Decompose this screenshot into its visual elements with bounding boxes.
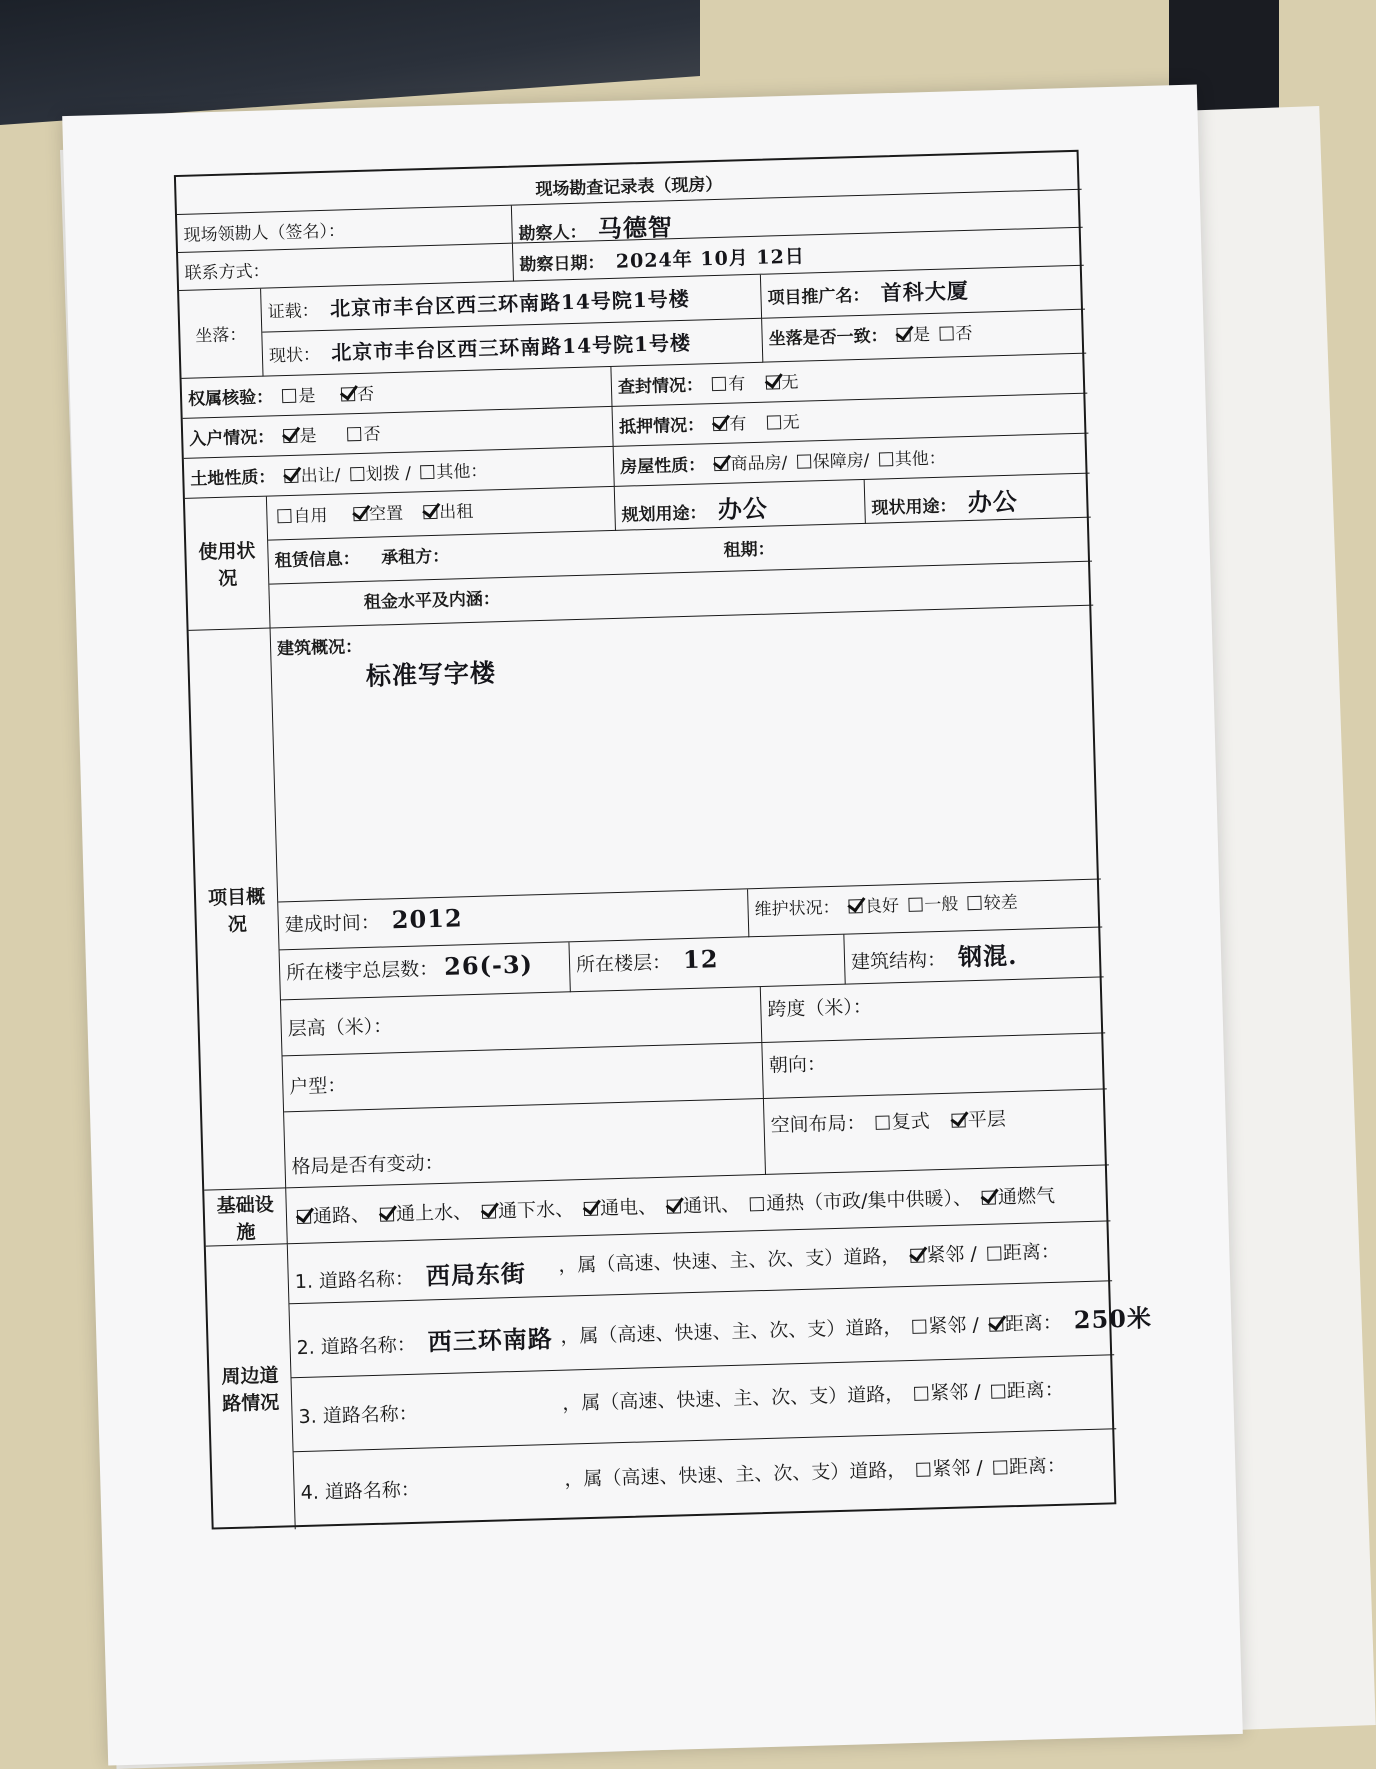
mortgage-cell: 抵押情况： 有 无 bbox=[613, 394, 1089, 447]
lease-info-label: 租赁信息： bbox=[274, 549, 360, 572]
checkbox-house-commercial[interactable] bbox=[714, 457, 728, 471]
layout-change-cell bbox=[284, 1099, 766, 1188]
planned-use-value: 办公 bbox=[717, 493, 769, 525]
promo-name-label: 项目推广名： bbox=[767, 285, 870, 309]
checkbox-house-other[interactable] bbox=[879, 452, 893, 466]
date-label: 勘察日期： bbox=[519, 253, 605, 276]
consistent-cell: 坐落是否一致： 是 否 bbox=[762, 310, 1086, 363]
usage-options-cell: 自用 空置 出租 bbox=[267, 487, 616, 541]
planned-use-cell bbox=[615, 480, 866, 531]
checkbox-mortgage-no[interactable] bbox=[766, 415, 780, 429]
roads-section-label: 周边道路情况 bbox=[206, 1244, 296, 1531]
total-floors-label: 所在楼宇总层数： bbox=[285, 958, 439, 985]
floor-value: 12 bbox=[682, 944, 719, 975]
seal-label: 查封情况： bbox=[617, 375, 704, 398]
span-label: 跨度（米）： bbox=[767, 995, 873, 1021]
land-cell: 土地性质： 出让/ 划拨 / 其他： bbox=[184, 447, 615, 499]
checkbox-maintenance-good[interactable] bbox=[849, 899, 863, 913]
promo-name-value: 首科大厦 bbox=[880, 277, 970, 306]
orientation-cell bbox=[762, 1033, 1106, 1099]
usage-section-label: 使用状况 bbox=[185, 497, 271, 631]
checkbox-entry-yes[interactable] bbox=[283, 429, 297, 443]
road-row-2: 2. 道路名称： 西三环南路 ，属（高速、快速、主、次、支）道路， 紧邻 / 距离： 250米 bbox=[289, 1281, 1114, 1378]
current-use-cell bbox=[865, 474, 1091, 524]
floor-label: 所在楼层： bbox=[575, 951, 672, 977]
checkbox-seal-yes[interactable] bbox=[712, 377, 726, 391]
checkbox-ownership-yes[interactable] bbox=[282, 389, 296, 403]
surveyor-label: 勘察人： bbox=[518, 222, 587, 245]
checkbox-mortgage-yes[interactable] bbox=[713, 417, 727, 431]
checkbox-land-other[interactable] bbox=[420, 465, 434, 479]
road-row-1: 1. 道路名称： 西局东街 ，属（高速、快速、主、次、支）道路， 紧邻 / 距离： bbox=[288, 1221, 1112, 1304]
checkbox-ownership-no[interactable] bbox=[341, 387, 355, 401]
structure-cell bbox=[844, 927, 1103, 984]
total-floors-cell bbox=[280, 942, 571, 1000]
checkbox-infra-gas[interactable] bbox=[982, 1191, 996, 1205]
contact-label: 联系方式： bbox=[184, 261, 270, 284]
layout-change-label: 格局是否有变动： bbox=[291, 1151, 444, 1179]
checkbox-maintenance-poor[interactable] bbox=[968, 896, 982, 910]
ownership-cell: 权属核验： 是 否 bbox=[182, 367, 613, 419]
road-2-distance: 250米 bbox=[1073, 1303, 1153, 1335]
mortgage-label: 抵押情况： bbox=[618, 415, 705, 438]
checkbox-consistent-yes[interactable] bbox=[897, 328, 911, 342]
lease-term-label: 租期： bbox=[723, 539, 775, 561]
maintenance-cell: 维护状况： 良好 一般 较差 bbox=[748, 879, 1102, 937]
checkbox-layout-duplex[interactable] bbox=[875, 1115, 889, 1129]
lessee-label: 承租方： bbox=[381, 546, 450, 569]
current-use-label: 现状用途： bbox=[871, 496, 957, 519]
unit-type-label: 户型： bbox=[289, 1074, 347, 1099]
checkbox-seal-no[interactable] bbox=[765, 375, 779, 389]
land-label: 土地性质： bbox=[190, 467, 276, 490]
ownership-label: 权属核验： bbox=[187, 387, 274, 410]
checkbox-infra-drainage[interactable] bbox=[482, 1204, 496, 1218]
project-section-label: 项目概况 bbox=[189, 629, 287, 1191]
infra-options-cell: 通路、 通上水、 通下水、 通电、 通讯、 通热（市政/集中供暖）、 通燃气 bbox=[286, 1165, 1110, 1244]
checkbox-land-transfer[interactable] bbox=[285, 469, 299, 483]
form-title: 现场勘查记录表（现房） bbox=[176, 152, 1082, 215]
span-cell bbox=[761, 977, 1105, 1043]
road-row-4: 4. 道路名称： ，属（高速、快速、主、次、支）道路， 紧邻 / 距离： bbox=[300, 1454, 1067, 1505]
structure-value: 钢混. bbox=[957, 940, 1018, 972]
checkbox-infra-road[interactable] bbox=[297, 1210, 311, 1224]
checkbox-maintenance-fair[interactable] bbox=[908, 897, 922, 911]
checkbox-road-3-distance[interactable] bbox=[991, 1384, 1005, 1398]
current-use-value: 办公 bbox=[967, 486, 1019, 518]
survey-form-paper bbox=[62, 84, 1243, 1765]
height-label: 层高（米）： bbox=[287, 1015, 393, 1041]
cert-address: 北京市丰台区西三环南路14号院1号楼 bbox=[329, 286, 691, 321]
building-overview-value: 标准写字楼 bbox=[365, 658, 497, 691]
checkbox-road-4-adjacent[interactable] bbox=[916, 1462, 930, 1476]
checkbox-usage-rent[interactable] bbox=[423, 505, 437, 519]
rent-label: 租金水平及内涵： bbox=[363, 589, 501, 613]
checkbox-usage-self[interactable] bbox=[277, 509, 291, 523]
space-layout-cell: 空间布局： 复式 平层 bbox=[764, 1089, 1109, 1175]
location-label: 坐落： bbox=[179, 289, 263, 379]
checkbox-land-allocate[interactable] bbox=[350, 467, 364, 481]
leader-label: 现场领勘人（签名）： bbox=[183, 221, 346, 246]
building-overview-cell bbox=[271, 606, 1101, 903]
seal-cell: 查封情况： 有 无 bbox=[611, 354, 1087, 407]
checkbox-layout-flat[interactable] bbox=[952, 1113, 966, 1127]
entry-label: 入户情况： bbox=[188, 427, 275, 450]
building-overview-label: 建筑概况： bbox=[276, 637, 363, 660]
built-time-label: 建成时间： bbox=[284, 911, 381, 937]
checkbox-usage-vacant[interactable] bbox=[353, 507, 367, 521]
checkbox-consistent-no[interactable] bbox=[939, 326, 953, 340]
survey-record-table bbox=[174, 150, 1153, 1530]
checkbox-road-1-adjacent[interactable] bbox=[910, 1249, 924, 1263]
actual-address: 北京市丰台区西三环南路14号院1号楼 bbox=[330, 330, 692, 365]
space-layout-label: 空间布局： bbox=[770, 1112, 866, 1137]
road-1-name: 西局东街 bbox=[425, 1258, 527, 1291]
date-value: 2024年 10月 12日 bbox=[615, 245, 806, 273]
checkbox-infra-power[interactable] bbox=[584, 1202, 598, 1216]
structure-label: 建筑结构： bbox=[850, 948, 947, 974]
maintenance-label: 维护状况： bbox=[754, 897, 840, 921]
checkbox-road-2-adjacent[interactable] bbox=[912, 1320, 926, 1334]
house-label: 房屋性质： bbox=[619, 455, 706, 478]
orientation-label: 朝向： bbox=[768, 1053, 827, 1077]
checkbox-road-3-adjacent[interactable] bbox=[914, 1386, 928, 1400]
total-floors-value: 26(-3) bbox=[443, 949, 534, 981]
checkbox-infra-water-supply[interactable] bbox=[380, 1207, 394, 1221]
infra-section-label: 基础设施 bbox=[204, 1188, 288, 1246]
checkbox-road-1-distance[interactable] bbox=[987, 1246, 1001, 1260]
floor-cell bbox=[569, 935, 845, 993]
road-2-name: 西三环南路 bbox=[427, 1323, 554, 1357]
actual-label: 现状： bbox=[268, 345, 321, 367]
checkbox-house-affordable[interactable] bbox=[796, 454, 810, 468]
planned-use-label: 规划用途： bbox=[621, 503, 707, 526]
checkbox-infra-telecom[interactable] bbox=[667, 1199, 681, 1213]
road-row-3: 3. 道路名称： ，属（高速、快速、主、次、支）道路， 紧邻 / 距离： bbox=[292, 1355, 1117, 1452]
cert-label: 证载： bbox=[267, 301, 320, 323]
checkbox-road-2-distance[interactable] bbox=[989, 1317, 1003, 1331]
checkbox-infra-heating[interactable] bbox=[750, 1197, 764, 1211]
checkbox-entry-no[interactable] bbox=[347, 427, 361, 441]
consistent-label: 坐落是否一致： bbox=[768, 326, 888, 350]
house-cell: 房屋性质： 商品房/ 保障房/ 其他： bbox=[614, 434, 1090, 487]
checkbox-road-4-distance[interactable] bbox=[993, 1460, 1007, 1474]
surveyor-signature: 马德智 bbox=[597, 212, 674, 244]
entry-cell: 入户情况： 是 否 bbox=[183, 407, 614, 459]
built-time-value: 2012 bbox=[391, 903, 463, 935]
